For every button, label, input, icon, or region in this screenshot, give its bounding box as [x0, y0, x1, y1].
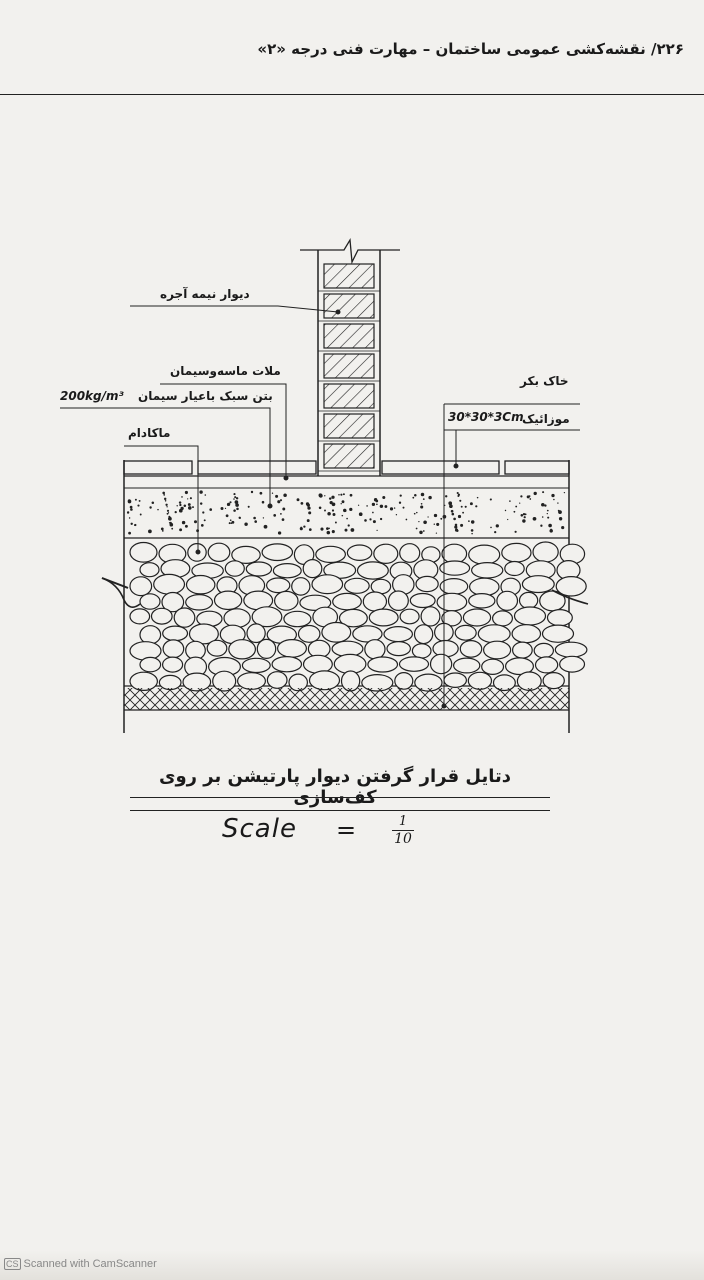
brick-wall [300, 240, 400, 476]
caption-double-rule [130, 810, 550, 811]
label-virgin-soil: خاک بکر [520, 374, 569, 388]
scale-denominator: 10 [394, 831, 412, 847]
label-sand-cement-mortar: ملات ماسه‌وسیمان [170, 364, 281, 378]
label-mosaic: موزائیک [522, 412, 570, 426]
label-mosaic-size: 30*30*3Cm [448, 410, 524, 424]
lightweight-concrete-layer [124, 490, 569, 538]
page-header-title: ۲۲۶/ نقشه‌کشی عمومی ساختمان – مهارت فنی درجه «۲» [257, 40, 684, 58]
scale-equals: = [336, 816, 357, 844]
drawing-caption: دتایل قرار گرفتن دیوار پارتیشن بر روی کف‌سازی [158, 766, 511, 808]
virgin-soil-layer [124, 688, 569, 710]
scanner-watermark [4, 1258, 157, 1270]
label-macadam: ماکادام [128, 426, 171, 440]
macadam-layer [124, 542, 587, 691]
camscanner-icon: CS [6, 1259, 19, 1269]
scale-label: Scale [222, 814, 297, 844]
label-cement-grade: 200kg/m³ [60, 389, 124, 403]
scanner-text: Scanned with CamScanner [23, 1258, 157, 1270]
scale-numerator: 1 [398, 814, 408, 829]
label-half-brick-wall: دیوار نیمه آجره [160, 287, 250, 301]
caption-underline [130, 797, 550, 798]
scale-fraction [392, 815, 414, 847]
label-lightweight-concrete: بتن سبک باعیار سیمان [138, 389, 273, 403]
